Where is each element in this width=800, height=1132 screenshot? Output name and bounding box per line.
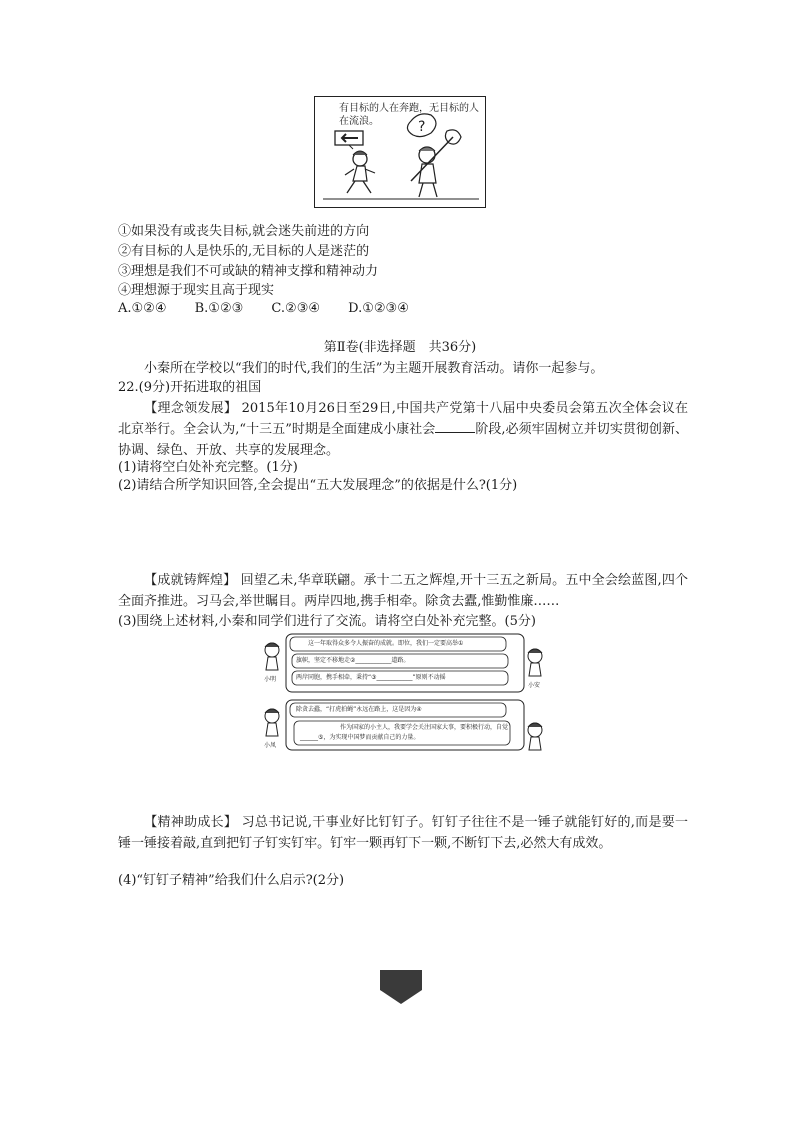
block-spirit	[118, 812, 688, 854]
dialog-bubble-3-end: ”原则不动摇	[412, 674, 446, 681]
fill-blank[interactable]	[435, 420, 475, 433]
down-arrow-icon[interactable]	[380, 970, 422, 1004]
dialog-bubble-6-mark: ⑤	[318, 734, 324, 741]
block-concept-text-b: 阶段,必须牢固树立并切实贯彻创新、协调、绿色、开放、共享的发展理念。	[118, 422, 688, 458]
statement-4: ④理想源于现实且高于现实	[118, 283, 275, 298]
block-spirit-tag: 【精神助成长】	[144, 815, 238, 830]
block-achievement-tag: 【成就铸辉煌】	[144, 573, 237, 588]
dialog-bubble-6: ______⑤，为实现中国梦而贡献自己的力量。	[300, 734, 420, 741]
block-spirit-text: 习总书记说,干事业好比钉钉子。钉钉子往往不是一锤子就能钉好的,而是要一锤一锤接着敲,直到把钉子钉实钉牢。钉牢一颗再钉下一颗,不断钉下去,必然大有成效。	[118, 815, 688, 851]
answer-options	[118, 300, 433, 318]
option-b[interactable]: B.①②③	[194, 301, 244, 316]
option-c[interactable]: C.②③④	[271, 301, 321, 316]
statement-2: ②有目标的人是快乐的,无目标的人是迷茫的	[118, 244, 370, 259]
question-3: (3)围绕上述材料,小秦和同学们进行了交流。请将空白处补充完整。(5分)	[118, 614, 536, 629]
dialog-bubble-6-text: ，为实现中国梦而贡献自己的力量。	[323, 734, 420, 741]
cartoon-figure	[314, 96, 486, 208]
dialog-bubble-4: 除贪去蠹，“打虎拍蝇”永远在路上，这是因为④	[296, 706, 422, 713]
question-4: (4)“钉钉子精神”给我们什么启示?(2分)	[118, 873, 345, 888]
statement-1: ①如果没有或丧失目标,就会迷失前进的方向	[118, 224, 370, 239]
block-concept-tag: 【理念领发展】	[144, 401, 238, 416]
dialogue-figure	[260, 630, 548, 752]
speaker-name-3: 小凤	[264, 742, 277, 749]
dialog-bubble-2-end: 道路。	[391, 657, 410, 664]
statement-3: ③理想是我们不可或缺的精神支撑和精神动力	[118, 264, 379, 279]
intro-line: 小秦所在学校以“我们的时代,我们的生活”为主题开展教育活动。请你一起参与。	[144, 361, 604, 376]
option-a[interactable]: A.①②④	[118, 301, 167, 316]
block-achievement-text: 回望乙未,华章联翩。承十二五之辉煌,开十三五之新局。五中全会绘蓝图,四个全面齐推进。习马会,举世瞩目。两岸四地,携手相牵。除贪去蠹,惟勤惟廉……	[118, 573, 688, 609]
speaker-name-2: 小安	[528, 682, 541, 689]
dialog-bubble-2-text: 旗帜，坚定不移地走②	[296, 657, 356, 664]
dialog-bubble-1: 这一年取得众多令人振奋的成就。即位，我们一定要高举①	[308, 640, 464, 647]
svg-text:?: ?	[418, 119, 426, 135]
option-d[interactable]: D.①②③④	[348, 301, 409, 316]
cartoon-drawing	[315, 97, 487, 209]
question-2: (2)请结合所学知识回答,全会提出“五大发展理念”的依据是什么?(1分)	[118, 478, 518, 493]
dialog-bubble-3: 两岸同胞，携手相牵，秉持“③____________”原则不动摇	[296, 674, 446, 681]
q22-heading: 22.(9分)开拓进取的祖国	[118, 380, 262, 395]
block-achievement	[118, 570, 688, 612]
dialog-bubble-5: 作为国家的小主人，我要学会关注国家大事，要积极行动，自觉	[340, 724, 509, 731]
dialog-bubble-3-text: 两岸同胞，携手相牵，秉持“③	[296, 674, 377, 681]
section-title: 第Ⅱ卷(非选择题 共36分)	[323, 340, 477, 355]
cartoon-caption: 有目标的人在奔跑，无目标的人在流浪。	[339, 103, 479, 127]
question-1: (1)请将空白处补充完整。(1分)	[118, 460, 298, 475]
block-concept-text-a: 2015年10月26日至29日,中国共产党第十八届中央委员会第五次全体会议在北京举行。全会认为,“十三五”时期是全面建成小康社会	[118, 401, 688, 437]
speaker-name-1: 小明	[264, 676, 277, 683]
dialog-bubble-2: 旗帜，坚定不移地走②____________道路。	[296, 657, 410, 664]
block-concept	[118, 398, 688, 461]
intro-text	[118, 358, 688, 379]
